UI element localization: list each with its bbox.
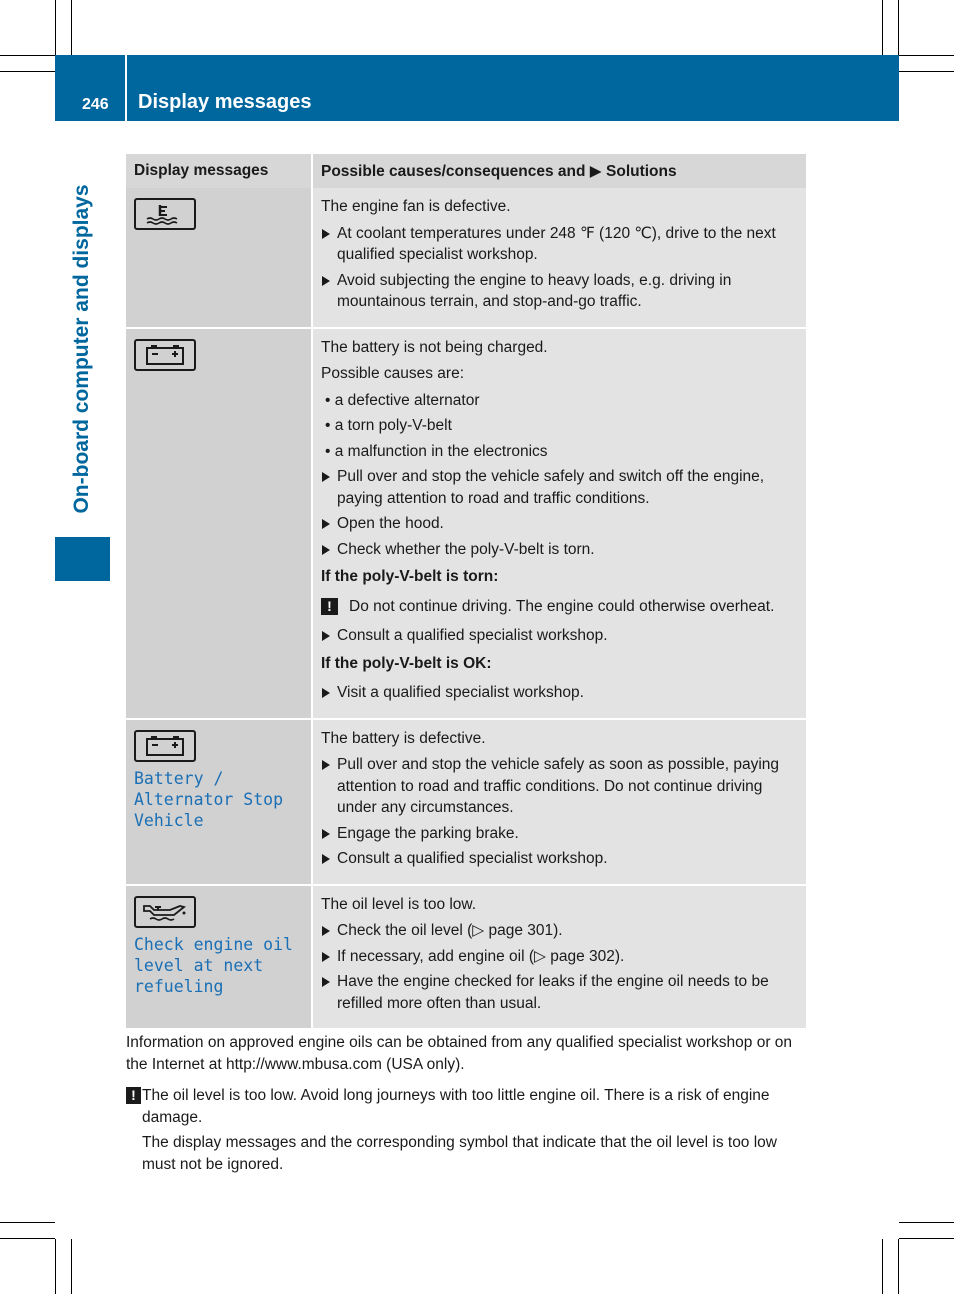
oil-can-icon bbox=[134, 896, 196, 928]
solution-step: Pull over and stop the vehicle safely and switch off the engine, paying attention to road and traffic conditions. bbox=[321, 466, 798, 509]
solution-step: Check the oil level (▷ page 301). bbox=[321, 920, 798, 942]
solution-step: Have the engine checked for leaks if the engine oil needs to be refilled more often than usual. bbox=[321, 971, 798, 1014]
description-text: The oil level is too low. bbox=[321, 895, 477, 913]
table-row bbox=[126, 188, 806, 328]
description-text: The battery is defective. bbox=[321, 729, 486, 747]
info-section bbox=[126, 1032, 806, 1175]
crop-mark bbox=[899, 55, 954, 56]
crop-mark bbox=[898, 0, 899, 55]
crop-mark bbox=[0, 71, 55, 72]
battery-icon bbox=[134, 730, 196, 762]
crop-mark bbox=[55, 0, 56, 55]
crop-mark bbox=[899, 1222, 954, 1223]
section-tab-marker bbox=[55, 537, 110, 581]
table-row bbox=[126, 719, 806, 885]
description-text: The battery is not being charged. bbox=[321, 338, 548, 356]
solution-step: If necessary, add engine oil (▷ page 302). bbox=[321, 946, 798, 968]
warning-note bbox=[321, 596, 798, 618]
display-message-cell bbox=[126, 885, 312, 1029]
description-text: Possible causes are: bbox=[321, 365, 465, 382]
solution-step: Consult a qualified specialist workshop. bbox=[321, 625, 798, 647]
battery-icon bbox=[134, 339, 196, 371]
causes-solutions-cell bbox=[312, 885, 806, 1029]
solution-step: Visit a qualified specialist workshop. bbox=[321, 682, 798, 704]
page-title: Display messages bbox=[138, 91, 312, 113]
solution-step: At coolant temperatures under 248 ℉ (120 ℃), drive to the next qualified specialist workshop. bbox=[321, 223, 798, 266]
crop-mark bbox=[55, 1239, 56, 1294]
crop-mark bbox=[898, 1239, 899, 1294]
info-paragraph: Information on approved engine oils can be obtained from any qualified specialist workshop or on the Internet at http://www.mbusa.com (USA only). bbox=[126, 1034, 793, 1073]
crop-mark bbox=[71, 0, 72, 55]
page-number: 246 bbox=[82, 96, 109, 113]
crop-mark bbox=[71, 1239, 72, 1294]
crop-mark bbox=[0, 1222, 55, 1223]
column-header: Possible causes/consequences and ▶ Solutions bbox=[312, 154, 806, 188]
table-row bbox=[126, 328, 806, 719]
description-text: The engine fan is defective. bbox=[321, 198, 511, 215]
cause-item: • a malfunction in the electronics bbox=[325, 442, 548, 460]
causes-solutions-cell bbox=[312, 719, 806, 885]
condition-heading: If the poly-V-belt is OK: bbox=[321, 654, 492, 672]
warning-text: Do not continue driving. The engine could otherwise overheat. bbox=[349, 597, 775, 615]
crop-mark bbox=[0, 1238, 55, 1239]
display-messages-table bbox=[126, 154, 806, 1028]
warning-icon: ! bbox=[126, 1087, 141, 1104]
solution-step: Consult a qualified specialist workshop. bbox=[321, 848, 798, 870]
solution-step: Pull over and stop the vehicle safely as soon as possible, paying attention to road and traffic conditions. Do not continue driving under any circumstances. bbox=[321, 754, 798, 819]
causes-solutions-cell bbox=[312, 188, 806, 328]
crop-mark bbox=[899, 71, 954, 72]
display-message-cell bbox=[126, 719, 312, 885]
column-header: Display messages bbox=[126, 154, 312, 188]
table-header-row bbox=[126, 154, 806, 188]
crop-mark bbox=[882, 0, 883, 55]
display-message-cell bbox=[126, 328, 312, 719]
warning-text: The oil level is too low. Avoid long journeys with too little engine oil. There is a risk of engine damage. bbox=[142, 1087, 770, 1126]
display-message-text: Check engine oil level at next refueling bbox=[134, 934, 293, 996]
solution-step: Avoid subjecting the engine to heavy loads, e.g. driving in mountainous terrain, and stop-and-go traffic. bbox=[321, 270, 798, 313]
solution-step: Check whether the poly-V-belt is torn. bbox=[321, 539, 798, 561]
crop-mark bbox=[0, 55, 55, 56]
solution-step: Engage the parking brake. bbox=[321, 823, 798, 845]
warning-icon: ! bbox=[321, 598, 338, 615]
warning-note bbox=[126, 1085, 806, 1128]
warning-continuation: The display messages and the corresponding symbol that indicate that the oil level is too low must not be ignored. bbox=[142, 1134, 777, 1173]
solution-step: Open the hood. bbox=[321, 513, 798, 535]
condition-heading: If the poly-V-belt is torn: bbox=[321, 568, 499, 585]
section-tab-title: On-board computer and displays bbox=[70, 184, 93, 514]
crop-mark bbox=[882, 1239, 883, 1294]
header-divider bbox=[125, 55, 127, 121]
causes-solutions-cell bbox=[312, 328, 806, 719]
cause-item: • a torn poly-V-belt bbox=[325, 417, 452, 434]
table-row bbox=[126, 885, 806, 1029]
coolant-temperature-icon bbox=[134, 198, 196, 230]
display-message-cell bbox=[126, 188, 312, 328]
cause-item: • a defective alternator bbox=[325, 391, 480, 409]
display-message-text: Battery / Alternator Stop Vehicle bbox=[134, 768, 284, 830]
crop-mark bbox=[899, 1238, 954, 1239]
